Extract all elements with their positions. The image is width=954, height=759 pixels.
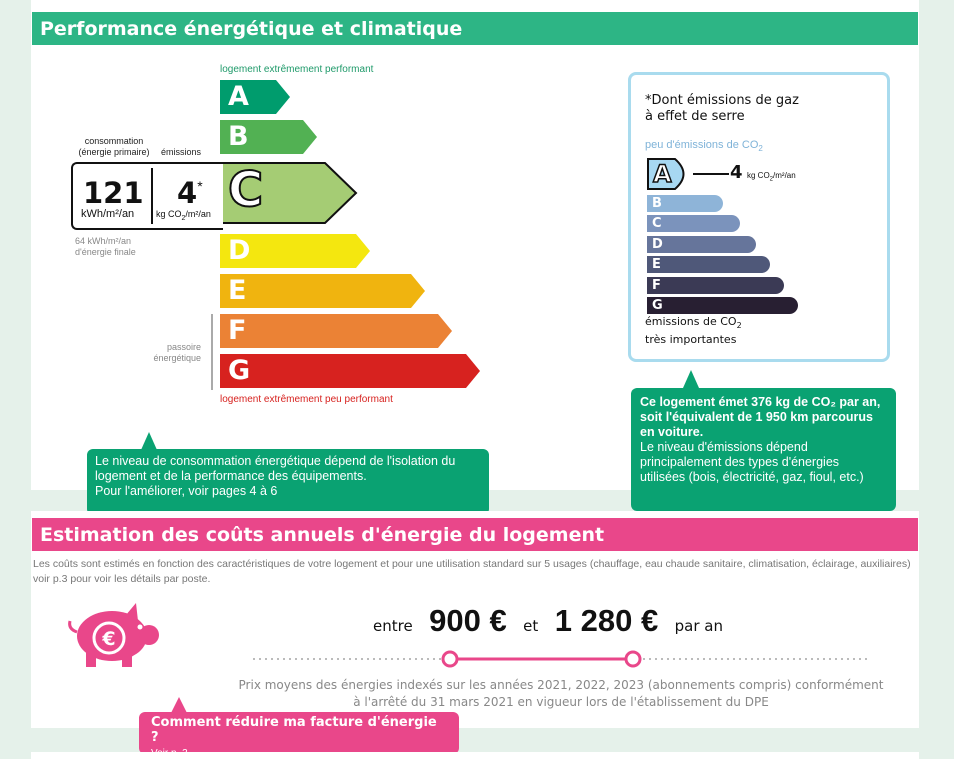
piggy-bank-icon [64, 599, 164, 669]
ges-class-letter: D [652, 236, 663, 252]
ges-class-g [647, 297, 798, 314]
reduce-bill-title[interactable]: Comment réduire ma facture d'énergie ? [151, 715, 437, 745]
costs-panel [31, 511, 919, 745]
value-divider [151, 168, 153, 224]
emissions-star: * [197, 178, 203, 194]
ges-class-d [647, 236, 756, 253]
ges-class-letter: B [652, 196, 662, 211]
ges-bottom-label [645, 315, 742, 347]
cost-footnote-2: à l'arrêté du 31 mars 2021 en vigueur lors de l'établissement du DPE [353, 695, 769, 709]
ges-note: *Dont émissions de gaz à effet de serre [645, 93, 799, 124]
ges-bottom-label-line2: très importantes [645, 333, 737, 347]
consumption-info-pages: Pour l'améliorer, voir pages 4 à 6 [95, 484, 278, 498]
cost-high: 1 280 € [554, 603, 659, 638]
piggy-euro: € [102, 628, 116, 650]
emissions-unit-prefix: kg CO [156, 209, 182, 219]
performance-title: Performance énergétique et climatique [40, 18, 463, 40]
final-energy-label: 64 kWh/m²/an d'énergie finale [75, 236, 136, 257]
emissions-unit [156, 209, 211, 222]
cost-range-scale [251, 649, 871, 669]
ges-unit-sub: 2 [769, 176, 774, 183]
ges-top-label [645, 139, 763, 153]
ges-unit [747, 171, 796, 183]
ges-bottom-label-prefix: émissions de CO [645, 315, 737, 328]
ges-top-label-prefix: peu d'émissions de CO [645, 139, 759, 151]
energy-value-box [71, 162, 223, 230]
energy-class-d [220, 234, 374, 268]
consumption-label: consommation (énergie primaire) [78, 136, 150, 157]
cost-between: entre [373, 617, 413, 635]
costs-header [32, 518, 918, 551]
emissions-value: 4 [177, 176, 198, 210]
emissions-info-text: Le niveau d'émissions dépend principalement des types d'énergies utilisées (bois, électricité, gaz, fioul, etc.) [640, 440, 864, 484]
performance-panel [31, 0, 919, 498]
ges-class-letter: E [652, 257, 661, 273]
ges-class-a [647, 158, 693, 190]
emissions-label: émissions [161, 147, 202, 157]
ges-class-letter: A [653, 160, 672, 188]
consumption-info-bubble [87, 449, 489, 515]
energy-class-e [220, 274, 429, 308]
ges-class-b [647, 195, 723, 212]
bubble-pointer [141, 432, 157, 450]
top-performance-label: logement extrêmement performant [220, 64, 374, 75]
energy-class-f [220, 314, 456, 348]
emissions-unit-sub: 2 [181, 214, 186, 222]
ges-class-e [647, 256, 770, 273]
costs-title: Estimation des coûts annuels d'énergie du logement [40, 524, 605, 546]
cost-per-year: par an [674, 617, 723, 635]
energy-class-b [220, 120, 321, 154]
cost-footnote [211, 677, 911, 711]
passoire-bracket [211, 314, 213, 390]
consumption-value: 121 [83, 176, 144, 210]
ges-class-letter: C [652, 216, 662, 232]
ges-bottom-label-sub: 2 [736, 321, 742, 331]
ges-class-letter: G [652, 298, 663, 313]
ges-box [628, 72, 890, 362]
ges-value-line [693, 173, 729, 175]
ges-class-f [647, 277, 784, 294]
reduce-bubble-pointer [171, 697, 187, 713]
energy-class-a [220, 80, 294, 114]
ges-top-label-sub: 2 [758, 144, 763, 154]
emissions-info-bold: Ce logement émet 376 kg de CO₂ par an, soit l'équivalent de 1 950 km parcourus en voiture. [640, 395, 881, 439]
energy-class-letter: G [228, 355, 251, 386]
energy-class-letter: A [228, 81, 249, 112]
ges-unit-suffix: /m²/an [773, 171, 796, 180]
ges-class-c [647, 215, 740, 232]
next-panel-edge [31, 752, 919, 759]
ges-bubble-pointer [683, 370, 699, 388]
consumption-unit: kWh/m²/an [81, 208, 135, 220]
energy-class-c [220, 162, 360, 224]
energy-class-letter: C [228, 162, 264, 218]
passoire-label: passoire énergétique [153, 342, 201, 363]
costs-description: Les coûts sont estimés en fonction des caractéristiques de votre logement et pour une utilisation standard sur 5 usages (chauffage, eau chaude sanitaire, climatisation, éclairage, auxiliaires) voir p.3 pour voir les détails par poste. [33, 558, 911, 585]
energy-class-letter: D [228, 235, 251, 266]
bottom-performance-label: logement extrêmement peu performant [220, 394, 393, 405]
ges-class-letter: F [652, 277, 661, 293]
ges-unit-prefix: kg CO [747, 171, 770, 180]
cost-range [373, 603, 723, 639]
cost-low: 900 € [429, 603, 507, 638]
emissions-unit-suffix: /m²/an [185, 209, 211, 219]
energy-class-letter: E [228, 275, 247, 306]
performance-header [32, 12, 918, 45]
emissions-info-bubble [631, 388, 896, 511]
reduce-bill-bubble[interactable] [139, 712, 459, 754]
cost-footnote-1: Prix moyens des énergies indexés sur les années 2021, 2022, 2023 (abonnements compris) conformément [238, 678, 884, 692]
energy-class-letter: B [228, 121, 249, 152]
ges-value: 4 [730, 162, 743, 183]
cost-and: et [523, 617, 539, 635]
energy-class-g [220, 354, 484, 388]
consumption-info-text: Le niveau de consommation énergétique dépend de l'isolation du logement et de la performance des équipements. [95, 454, 456, 483]
energy-class-letter: F [228, 315, 247, 346]
emissions-value-wrap [177, 176, 203, 210]
